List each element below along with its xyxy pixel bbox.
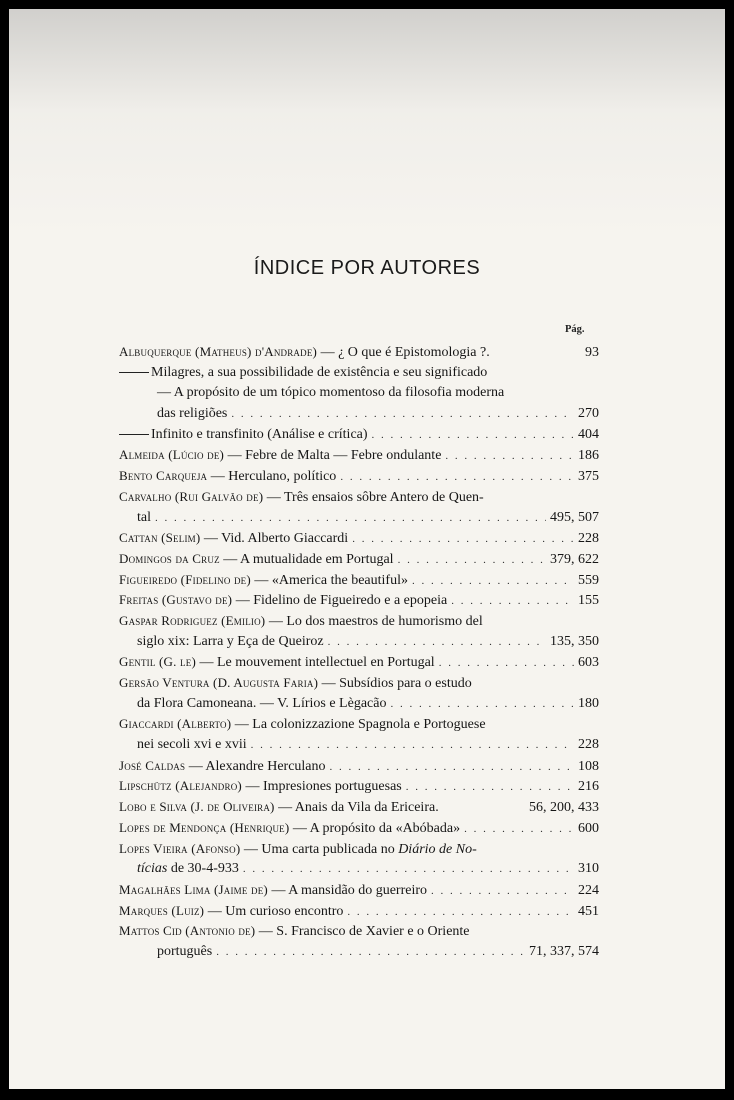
entry-title: — ¿ O que é Epistomologia ?. [317, 345, 490, 360]
index-entry [119, 445, 599, 466]
entry-title: de 30-4-933 [167, 861, 239, 877]
leader-dots [231, 404, 574, 425]
entry-title: nei secoli xvi e xvii [137, 737, 247, 753]
index-entry [119, 714, 599, 735]
index-entry [119, 425, 599, 446]
author-index-list [119, 342, 599, 963]
entry-title: — A mutualidade em Portugal [219, 551, 394, 567]
entry-title: Milagres, a sua possibilidade de existência e seu significado [151, 364, 488, 380]
page-column-label: Pág. [565, 324, 585, 335]
leader-dots [464, 819, 574, 840]
index-entry [119, 880, 599, 901]
index-entry [119, 487, 599, 508]
entry-title: — Le mouvement intellectuel en Portugal [195, 655, 435, 671]
entry-title: — Um curioso encontro [204, 903, 344, 919]
entry-title: — Febre de Malta — Febre ondulante [224, 448, 442, 464]
entry-title: — Três ensaios sôbre Antero de Quen- [263, 489, 484, 505]
author-name: Lobo e Silva (J. de Oliveira) [119, 799, 275, 815]
page-number: 451 [578, 903, 599, 919]
index-entry [119, 839, 599, 860]
page-number: 559 [578, 572, 599, 588]
entry-title: — La colonizzazione Spagnola e Portoguese [231, 717, 486, 733]
index-entry [119, 611, 599, 632]
index-entry-continuation [119, 383, 599, 404]
author-name: Marques (Luiz) [119, 902, 205, 918]
page-number: 155 [578, 593, 599, 609]
leader-dots [328, 632, 546, 653]
entry-title: — Herculano, político [207, 469, 337, 485]
entry-title: português [157, 943, 213, 959]
entry-title: siglo xix: Larra y Eça de Queiroz [137, 633, 324, 649]
page-number: 310 [578, 861, 599, 877]
leader-dots [412, 571, 574, 592]
author-name: Lipschütz (Alejandro) [119, 778, 242, 794]
index-entry [119, 756, 599, 777]
entry-title: das religiões [157, 406, 228, 422]
author-name: Albuquerque (Matheus) d'Andrade) [119, 344, 318, 359]
page-number: 216 [578, 779, 599, 795]
page-number: 224 [578, 882, 599, 898]
index-entry [119, 673, 599, 694]
index-entry-continuation [119, 404, 599, 425]
index-entry [119, 901, 599, 922]
entry-title: — Subsídios para o estudo [318, 676, 472, 691]
page-title: ÍNDICE POR AUTORES [253, 257, 481, 279]
leader-dots [330, 757, 574, 778]
page-number: 375 [578, 469, 599, 485]
page-number: 603 [578, 655, 599, 671]
index-entry [119, 528, 599, 549]
index-entry [119, 466, 599, 487]
entry-title: — Fidelino de Figueiredo e a epopeia [232, 593, 448, 609]
index-entry [119, 570, 599, 591]
leader-dots [398, 550, 546, 571]
page-number: 270 [578, 406, 599, 422]
leader-dots [439, 653, 574, 674]
author-name: Cattan (Selim) [119, 530, 201, 546]
index-entry [119, 549, 599, 570]
author-name: Mattos Cid (Antonio de) [119, 923, 256, 939]
index-entry [119, 652, 599, 673]
page-number: 56, 200, 433 [529, 800, 599, 816]
index-entry-continuation [119, 632, 599, 653]
index-entry [119, 797, 599, 818]
page-number: 404 [578, 426, 599, 442]
index-entry-continuation [119, 694, 599, 715]
author-name: Lopes Vieira (Afonso) [119, 840, 241, 856]
leader-dots [216, 942, 525, 963]
entry-title: da Flora Camoneana. — V. Lírios e Lègacão [137, 695, 387, 711]
leader-dots [352, 529, 574, 550]
author-name: Domingos da Cruz [119, 550, 220, 566]
ditto-dash [119, 434, 149, 435]
leader-dots [372, 425, 574, 446]
leader-dots [251, 735, 574, 756]
author-name: Almeida (Lúcio de) [119, 447, 225, 463]
entry-title: — S. Francisco de Xavier e o Oriente [255, 924, 470, 940]
index-entry [119, 590, 599, 611]
page-number: 186 [578, 448, 599, 464]
leader-dots [347, 902, 574, 923]
author-name: Lopes de Mendonça (Henrique) [119, 819, 290, 835]
author-name: Giaccardi (Alberto) [119, 716, 232, 732]
index-entry-continuation [119, 942, 599, 963]
author-name: Gaspar Rodriguez (Emilio) [119, 612, 266, 628]
author-name: Freitas (Gustavo de) [119, 592, 233, 608]
entry-title-italic: tícias [137, 861, 168, 877]
page-number: 228 [578, 737, 599, 753]
entry-title: — Impresiones portuguesas [241, 779, 402, 795]
page-number: 495, 507 [550, 509, 599, 525]
entry-title: — Uma carta publicada no [240, 841, 399, 857]
entry-title: tal [137, 509, 151, 525]
page-number: 135, 350 [550, 633, 599, 649]
entry-title: — Alexandre Herculano [185, 758, 326, 774]
leader-dots [243, 859, 574, 880]
page-number: 180 [578, 695, 599, 711]
scan-shadow [9, 9, 725, 239]
author-name: Bento Carqueja [119, 468, 208, 484]
index-entry-continuation [119, 508, 599, 529]
author-name: José Caldas [119, 757, 186, 773]
entry-title: — A mansidão do guerreiro [267, 882, 427, 898]
leader-dots [340, 467, 574, 488]
entry-title: — «America the beautiful» [250, 572, 408, 588]
entry-title: — Lo dos maestros de humorismo del [265, 613, 483, 629]
author-name: Magalhães Lima (Jaime de) [119, 881, 268, 897]
page-number: 600 [578, 820, 599, 836]
author-name: Gentil (G. le) [119, 654, 196, 670]
entry-title: — Anais da Vila da Ericeira. [274, 800, 439, 816]
index-entry-continuation [119, 735, 599, 756]
leader-dots [431, 881, 574, 902]
page-number: 93 [585, 345, 599, 360]
leader-dots [445, 446, 574, 467]
page-number: 71, 337, 574 [529, 943, 599, 959]
page-number: 108 [578, 758, 599, 774]
entry-title-italic: Diário de No- [398, 841, 477, 857]
author-name: Gersão Ventura (D. Augusta Faria) [119, 675, 319, 690]
index-entry [119, 921, 599, 942]
page-number: 228 [578, 531, 599, 547]
ditto-dash [119, 372, 149, 373]
leader-dots [390, 694, 574, 715]
entry-title: — A propósito da «Abóbada» [289, 820, 461, 836]
document-page [9, 9, 725, 1089]
leader-dots [155, 508, 546, 529]
index-entry [119, 363, 599, 384]
entry-title: — A propósito de um tópico momentoso da filosofia moderna [157, 385, 505, 401]
author-name: Carvalho (Rui Galvão de) [119, 488, 264, 504]
leader-dots [451, 591, 574, 612]
page-number: 379, 622 [550, 551, 599, 567]
index-entry [119, 818, 599, 839]
leader-dots [406, 777, 574, 798]
index-entry-continuation [119, 859, 599, 880]
entry-title: Infinito e transfinito (Análise e crítica) [151, 426, 368, 442]
index-entry [119, 776, 599, 797]
index-entry [119, 342, 599, 363]
entry-title: — Vid. Alberto Giaccardi [200, 531, 349, 547]
author-name: Figueiredo (Fidelino de) [119, 571, 251, 587]
